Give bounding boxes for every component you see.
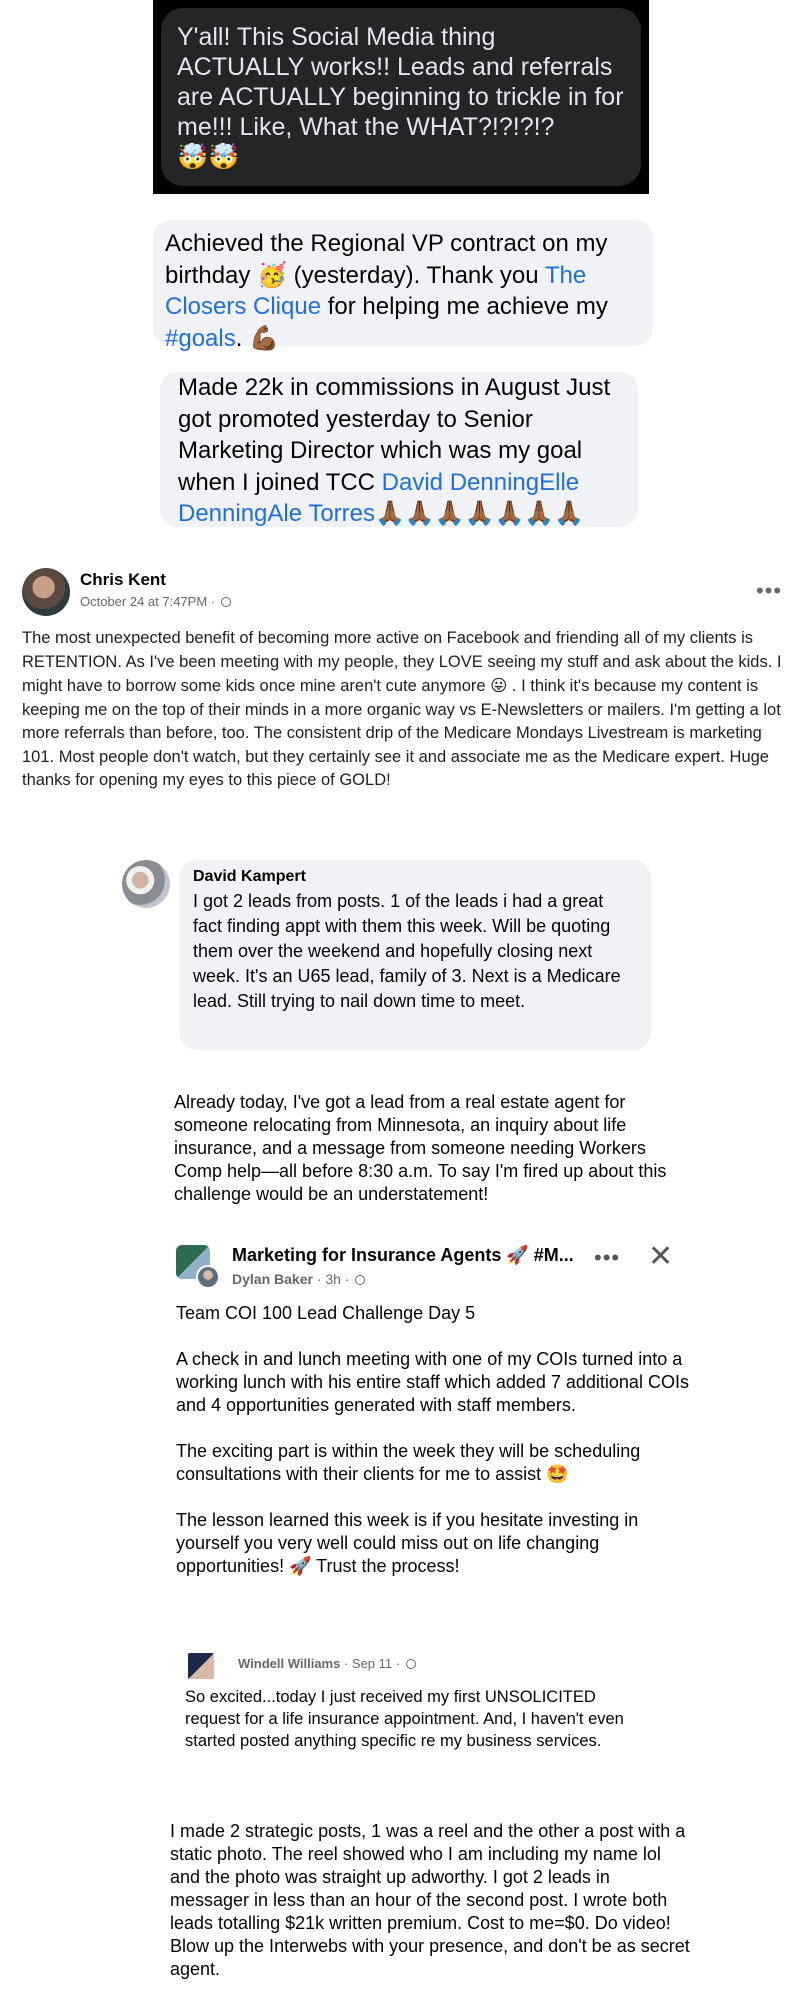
- post-meta: [238, 1656, 416, 1671]
- comment-text: I got 2 leads from posts. 1 of the leads i had a great fact finding appt with them this week. Will be quoting them over the weekend and hopefully closing next week. It's an U65 lead, family of 3. Next is a Medicare lead. Still trying to nail down time to meet.: [193, 891, 621, 1011]
- post-paragraph: [176, 1440, 696, 1486]
- testimonial-bubble-regional-vp: [153, 220, 653, 352]
- testimonial-dark-bubble: [161, 8, 641, 186]
- testimonial-text: for helping me achieve my: [321, 293, 608, 320]
- testimonial-dark-card: [153, 0, 649, 194]
- testimonial-text: Achieved the Regional VP contract on my birthday: [165, 230, 608, 289]
- star-struck-emoji: 🤩: [546, 1464, 569, 1485]
- post-body: [22, 627, 792, 793]
- folded-hands-emoji: 🙏🏾🙏🏾🙏🏾🙏🏾🙏🏾🙏🏾🙏🏾: [375, 499, 585, 527]
- tongue-face-emoji: 😛: [490, 676, 508, 695]
- author-name[interactable]: Chris Kent: [80, 570, 166, 589]
- windell-williams-avatar[interactable]: [186, 1651, 216, 1681]
- comment-bubble: [179, 860, 651, 1050]
- testimonial-text: Y'all! This Social Media thing ACTUALLY works!! Leads and referrals are ACTUALLY beginning to trickle in for me!!! Like, What the WHAT?!?!?!?: [177, 23, 624, 141]
- post-meta: [232, 1271, 365, 1287]
- post-paragraph: A check in and lunch meeting with one of my COIs turned into a working lunch with his entire staff which added 7 additional COIs and 4 opportunities generated with staff members.: [176, 1349, 689, 1415]
- testimonial-text-leads: Already today, I've got a lead from a real estate agent for someone relocating from Minnesota, an inquiry about life insurance, and a message from someone needing Workers Comp help—all before 8:30 a.m. To say I'm fired up about this challenge would be an understatement!: [174, 1092, 667, 1204]
- post-time[interactable]: · Sep 11 ·: [343, 1656, 401, 1671]
- party-face-emoji: 🥳: [257, 260, 287, 289]
- more-options-icon[interactable]: •••: [594, 1245, 621, 1270]
- post-paragraph: [176, 1509, 696, 1578]
- testimonial-text: (yesterday). Thank you: [286, 261, 545, 289]
- globe-icon: [355, 1275, 365, 1285]
- post-text: The exciting part is within the week they will be scheduling consultations with their clients for me to assist: [176, 1441, 641, 1484]
- chris-kent-avatar[interactable]: [22, 568, 70, 616]
- post-text: . I think it's because my content is keeping me on the top of their minds in a more organic way vs E-Newsletters or mailers. I'm getting a lot more referrals than before, too. The consistent drip of the Medicare Mondays Livestream is marketing 101. Most people don't watch, but they certainly see it and associate me as the Medicare expert. Huge thanks for opening my eyes to this piece of GOLD!: [22, 677, 781, 789]
- david-kampert-avatar[interactable]: [122, 860, 170, 908]
- flexed-biceps-emoji: 💪🏾: [249, 323, 279, 352]
- post-body: So excited...today I just received my first UNSOLICITED request for a life insurance appointment. And, I haven't even started posted anything specific re my business services.: [185, 1688, 624, 1750]
- testimonial-bubble-promotion: [160, 372, 638, 527]
- globe-icon: [221, 597, 231, 607]
- testimonial-text: .: [235, 324, 250, 352]
- post-author[interactable]: Windell Williams: [238, 1656, 341, 1671]
- group-name[interactable]: Marketing for Insurance Agents 🚀 #M...: [232, 1245, 574, 1265]
- testimonial-text: Made 22k in commissions in August Just got promoted yesterday to Senior Marketing Director which was my goal when I joined TCC: [178, 374, 611, 496]
- closers-clique-link[interactable]: The Closers Clique: [165, 261, 587, 320]
- post-author[interactable]: Dylan Baker: [232, 1271, 313, 1287]
- timestamp-text: October 24 at 7:47PM ·: [80, 594, 216, 609]
- more-options-icon[interactable]: •••: [756, 578, 783, 603]
- post-time[interactable]: · 3h ·: [316, 1271, 350, 1287]
- group-post-body: [176, 1302, 696, 1578]
- post-paragraph: Team COI 100 Lead Challenge Day 5: [176, 1303, 476, 1323]
- tagged-people-link[interactable]: David DenningElle DenningAle Torres: [178, 468, 580, 527]
- goals-hashtag-link[interactable]: #goals: [165, 324, 236, 352]
- commenter-name[interactable]: David Kampert: [193, 868, 306, 885]
- post-text: The lesson learned this week is if you hesitate investing in yourself you very well could miss out on life changing opportunities!: [176, 1510, 639, 1576]
- post-text: The most unexpected benefit of becoming more active on Facebook and friending all of my clients is RETENTION. As I've been meeting with my people, they LOVE seeing my stuff and ask about the kids. I might have to borrow some kids once mine aren't cute anymore: [22, 629, 782, 695]
- testimonial-text-strategic-posts: I made 2 strategic posts, 1 was a reel and the other a post with a static photo. The reel showed who I am including my name lol and the photo was straight up adworthy. I got 2 leads in messager in less than an hour of the second post. I wrote both leads totalling $21k written premium. Cost to me=$0. Do video! Blow up the Interwebs with your presence, and don't be as secret agent.: [170, 1821, 690, 1979]
- post-timestamp[interactable]: [80, 594, 231, 609]
- post-text: Trust the process!: [311, 1556, 460, 1576]
- exploding-head-emoji: 🤯🤯: [177, 142, 240, 171]
- globe-icon: [406, 1659, 416, 1669]
- close-icon[interactable]: ✕: [648, 1240, 674, 1273]
- rocket-emoji: 🚀: [289, 1556, 312, 1577]
- dylan-baker-avatar[interactable]: [196, 1265, 220, 1289]
